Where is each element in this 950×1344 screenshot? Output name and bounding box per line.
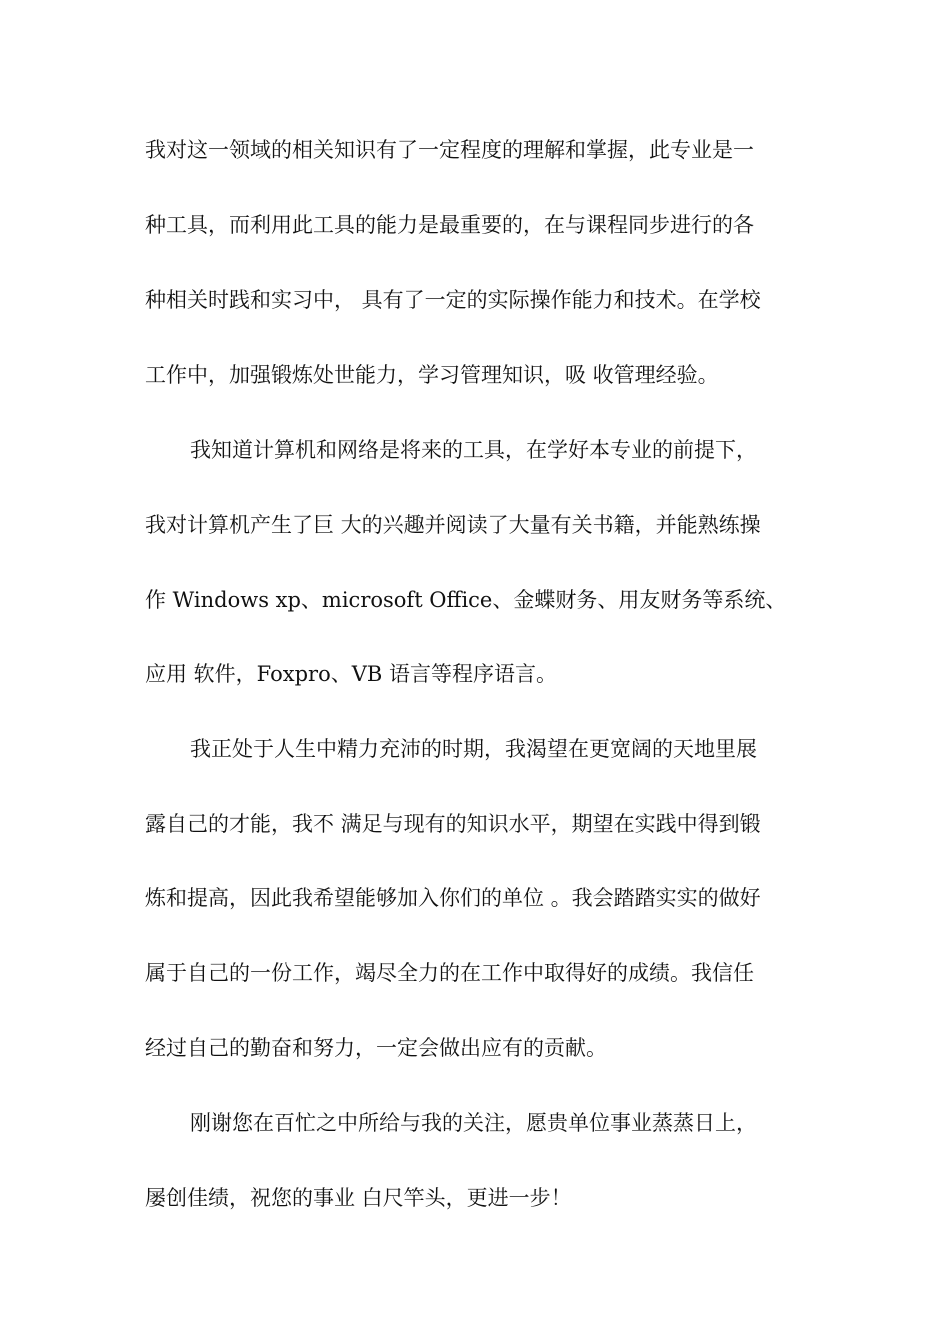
- paragraph-2-line-4: 应用 软件，Foxpro、VB 语言等程序语言。: [145, 662, 557, 686]
- paragraph-2-line-2: 我对计算机产生了巨 大的兴趣并阅读了大量有关书籍，并能熟练操: [145, 513, 761, 537]
- paragraph-3-line-5: 经过自己的勤奋和努力，一定会做出应有的贡献。: [145, 1036, 607, 1060]
- paragraph-2-line-3: 作 Windows xp、microsoft Office、金蝶财务、用友财务等系统、: [145, 588, 787, 612]
- paragraph-2-line-1: 我知道计算机和网络是将来的工具，在学好本专业的前提下，: [190, 438, 757, 462]
- paragraph-3-line-3: 炼和提高，因此我希望能够加入你们的单位 。我会踏踏实实的做好: [145, 886, 761, 910]
- paragraph-1-line-1: 我对这一领域的相关知识有了一定程度的理解和掌握，此专业是一: [145, 138, 754, 162]
- paragraph-4-line-1: 刚谢您在百忙之中所给与我的关注，愿贵单位事业蒸蒸日上，: [190, 1111, 757, 1135]
- paragraph-1-line-3: 种相关时践和实习中， 具有了一定的实际操作能力和技术。在学校: [145, 288, 761, 312]
- paragraph-1-line-2: 种工具，而利用此工具的能力是最重要的，在与课程同步进行的各: [145, 213, 754, 237]
- paragraph-3-line-2: 露自己的才能，我不 满足与现有的知识水平，期望在实践中得到锻: [145, 812, 761, 836]
- paragraph-3-line-4: 属于自己的一份工作，竭尽全力的在工作中取得好的成绩。我信任: [145, 961, 754, 985]
- paragraph-3-line-1: 我正处于人生中精力充沛的时期，我渴望在更宽阔的天地里展: [190, 737, 757, 761]
- paragraph-1-line-4: 工作中，加强锻炼处世能力，学习管理知识，吸 收管理经验。: [145, 363, 719, 387]
- paragraph-4-line-2: 屡创佳绩，祝您的事业 白尺竿头，更进一步！: [145, 1186, 572, 1210]
